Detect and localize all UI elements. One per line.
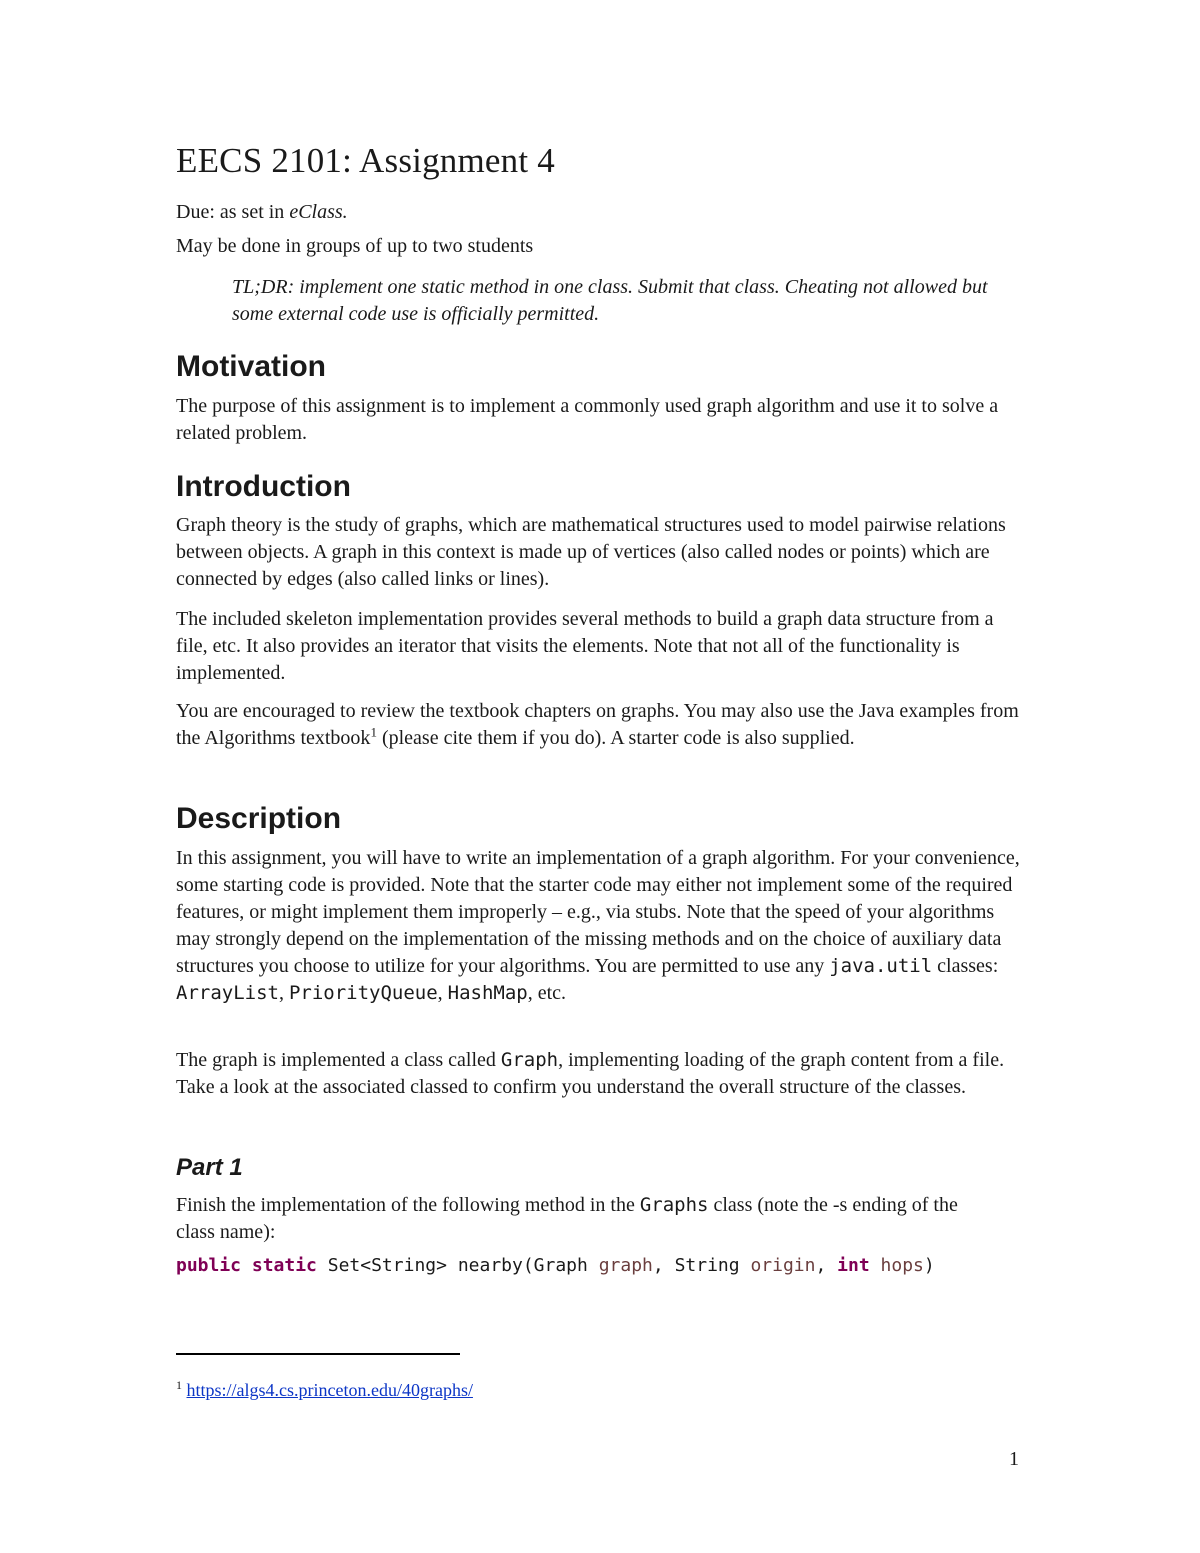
due-line: Due: as set in eClass.	[176, 201, 348, 223]
introduction-heading: Introduction	[176, 470, 351, 503]
code-graphs: Graphs	[639, 1194, 709, 1216]
footnote-reference[interactable]: 1	[370, 724, 377, 740]
tldr-note: TL;DR: implement one static method in one class. Submit that class. Cheating not allowed but some external code use is officially permitted.	[232, 276, 988, 325]
document-page	[176, 0, 1026, 1553]
part1-heading: Part 1	[176, 1154, 243, 1181]
motivation-text: The purpose of this assignment is to implement a commonly used graph algorithm and use it to solve a related problem.	[176, 395, 999, 444]
description-paragraph-2: The graph is implemented a class called Graph, implementing loading of the graph content from a file. Take a look at the associated classed to confirm you understand the overall structure of the classes.	[176, 1049, 1005, 1098]
eclass-emphasis: eClass.	[289, 201, 348, 223]
code-graph: Graph	[500, 1049, 559, 1071]
part1-text: Finish the implementation of the following method in the Graphs class (note the -s ending of the class name):	[176, 1194, 958, 1243]
description-heading: Description	[176, 802, 342, 835]
footnote-separator	[176, 1353, 460, 1355]
motivation-heading: Motivation	[176, 350, 326, 383]
footnote-link[interactable]: https://algs4.cs.princeton.edu/40graphs/	[186, 1380, 473, 1400]
code-hashmap: HashMap	[447, 982, 528, 1004]
footnote-number: 1	[176, 1378, 182, 1392]
code-java-util: java.util	[829, 955, 933, 977]
introduction-paragraph-1: Graph theory is the study of graphs, which are mathematical structures used to model pairwise relations between objects. A graph in this context is made up of vertices (also called nodes or points) which are connected by edges (also called links or lines).	[176, 514, 1006, 590]
method-signature: public static Set<String> nearby(Graph graph, String origin, int hops)	[176, 1255, 935, 1276]
code-arraylist: ArrayList	[176, 982, 279, 1004]
footnote	[176, 1378, 473, 1402]
introduction-paragraph-2: The included skeleton implementation provides several methods to build a graph data structure from a file, etc. It also provides an iterator that visits the elements. Note that not all of the functionality is implemented.	[176, 608, 994, 684]
document-title: EECS 2101: Assignment 4	[176, 141, 555, 180]
introduction-paragraph-3: You are encouraged to review the textbook chapters on graphs. You may also use the Java examples from the Algorithms textbook$^1$ (please cite them if you do). A starter code is also supplied.	[176, 700, 1019, 749]
page-number: 1	[1009, 1448, 1019, 1470]
groups-line: May be done in groups of up to two students	[176, 235, 534, 257]
description-paragraph-1: In this assignment, you will have to write an implementation of a graph algorithm. For your convenience, some starting code is provided. Note that the starter code may either not implement some of the required features, or might implement them improperly – e.g., via stubs. Note that the speed of your algorithms may strongly depend on the implementation of the missing methods and on the choice of auxiliary data structures you choose to utilize for your algorithms. You are permitted to use any java.util classes: ArrayList, PriorityQueue, HashMap, etc.	[176, 847, 1020, 1004]
code-priorityqueue: PriorityQueue	[288, 982, 438, 1004]
